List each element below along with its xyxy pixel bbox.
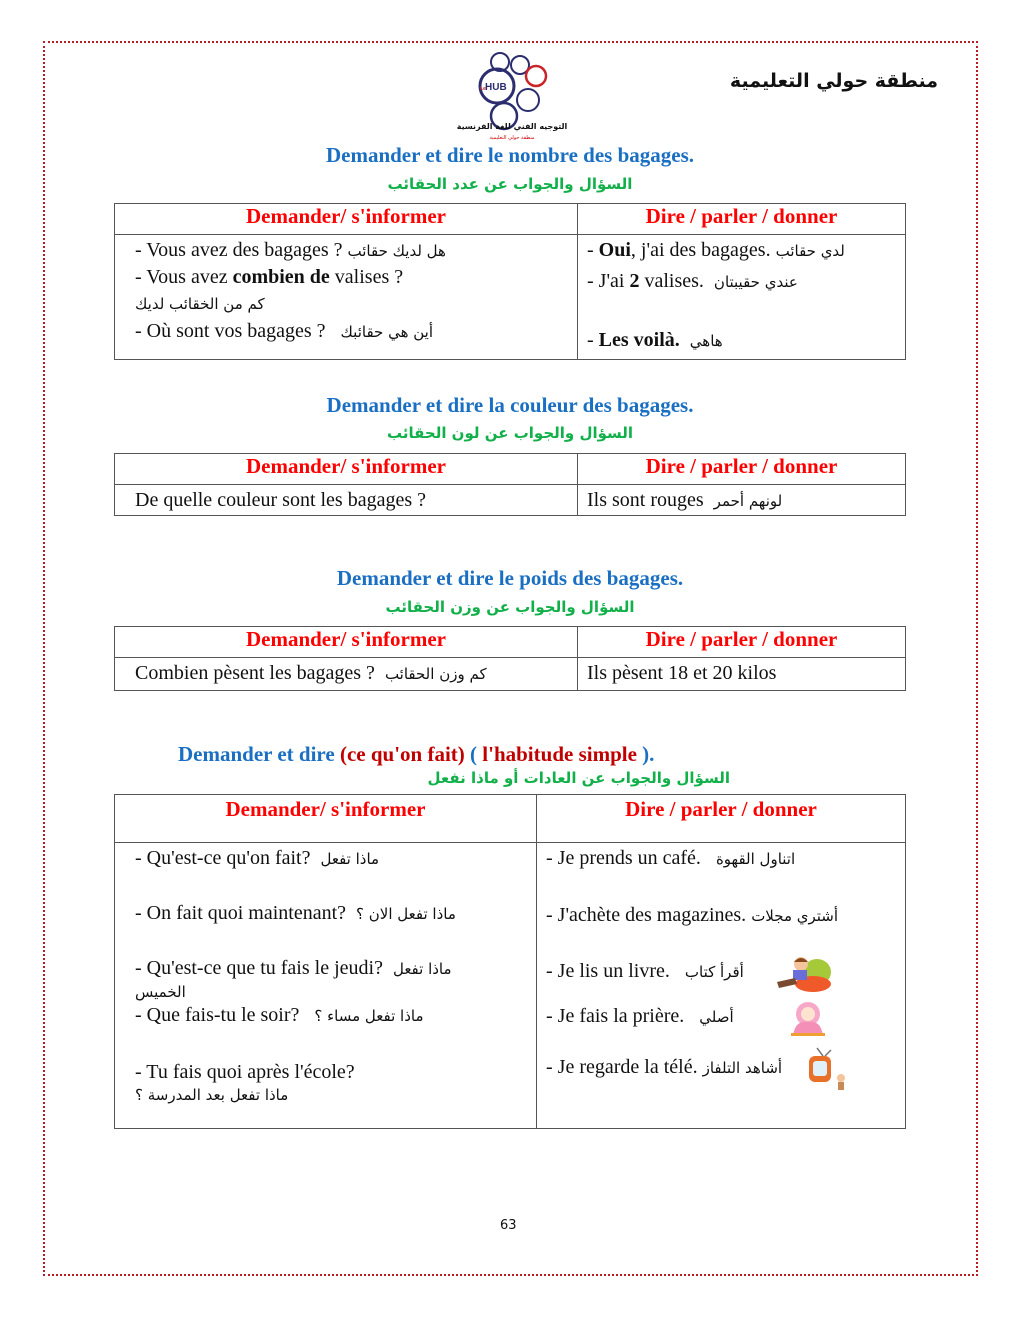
ask-cell: [115, 843, 537, 1129]
section-4-title: Demander et dire (ce qu'on fait) ( l'habitude simple ).: [178, 742, 655, 766]
question-line: - Vous avez combien de valises ?: [135, 266, 404, 288]
reading-child-picture: [771, 952, 833, 992]
television-picture: [805, 1046, 849, 1092]
section-1-table: [114, 203, 906, 360]
praying-girl-picture: [777, 1000, 839, 1036]
answer-line: - J'achète des magazines. أشتري مجلات: [546, 904, 839, 926]
section-1-title: Demander et dire le nombre des bagages.: [325, 143, 695, 167]
question-line: De quelle couleur sont les bagages ?: [135, 489, 427, 511]
section-3-table: [114, 626, 906, 691]
ask-cell: [115, 235, 578, 360]
page-number: 63: [500, 1218, 517, 1233]
question-line: - On fait quoi maintenant? ماذا تفعل الان ؟: [135, 902, 456, 924]
ask-cell: [115, 485, 578, 516]
section-1-subtitle: السؤال والجواب عن عدد الحقائب: [387, 175, 633, 193]
section-2-title: Demander et dire la couleur des bagages.: [326, 393, 694, 417]
logo-subcaption: منطقة حولي التعليمية: [489, 135, 535, 141]
svg-text:Le: Le: [480, 86, 486, 92]
table-header-ask: Demander/ s'informer: [115, 454, 578, 485]
question-line: Combien pèsent les bagages ? كم وزن الحقائب: [135, 662, 487, 684]
answer-line: - Je fais la prière. أصلي: [546, 996, 905, 1037]
table-header-answer: Dire / parler / donner: [578, 204, 906, 235]
section-3-title: Demander et dire le poids des bagages.: [336, 566, 684, 590]
answer-line: - J'ai 2 valises. عندي حقيبتان: [587, 270, 798, 292]
school-name: منطقة حولي التعليمية: [729, 70, 938, 92]
answer-line: Ils sont rouges لونهم أحمر: [587, 489, 783, 511]
answer-line: - Je lis un livre. أقرأ كتاب: [546, 951, 905, 992]
table-header-answer: Dire / parler / donner: [578, 627, 906, 658]
table-header-answer: Dire / parler / donner: [537, 795, 906, 843]
table-header-answer: Dire / parler / donner: [578, 454, 906, 485]
answer-cell: [578, 658, 906, 691]
question-arabic: كم من الخقائب لديك: [135, 295, 265, 313]
ask-cell: [115, 658, 578, 691]
question-arabic: ماذا تفعل بعد المدرسة ؟: [135, 1086, 289, 1104]
question-line: - Qu'est-ce qu'on fait? ماذا تفعل: [135, 847, 380, 869]
section-4-table: [114, 794, 906, 1129]
section-3-subtitle: السؤال والجواب عن وزن الحقائب: [385, 598, 635, 616]
answer-line: - Oui, j'ai des bagages. لدي حقائب: [587, 239, 845, 261]
table-header-ask: Demander/ s'informer: [115, 627, 578, 658]
section-4-subtitle: السؤال والجواب عن العادات أو ماذا نفعل: [427, 769, 730, 787]
question-arabic: الخميس: [135, 983, 186, 1001]
question-line: - Que fais-tu le soir? ماذا تفعل مساء ؟: [135, 1004, 424, 1026]
table-header-ask: Demander/ s'informer: [115, 795, 537, 843]
table-header-ask: Demander/ s'informer: [115, 204, 578, 235]
question-line: - Tu fais quoi après l'école?: [135, 1061, 355, 1083]
section-2-table: [114, 453, 906, 516]
logo-caption: التوجيه الفني للغة الفرنسية: [456, 122, 568, 131]
question-line: - Vous avez des bagages ? هل لديك حقائب: [135, 239, 446, 261]
answer-cell: [537, 843, 906, 1129]
section-2-subtitle: السؤال والجواب عن لون الحقائب: [386, 424, 634, 442]
question-line: - Qu'est-ce que tu fais le jeudi? ماذا تفعل: [135, 957, 452, 979]
answer-line: - Je regarde la télé. أشاهد التلفاز: [546, 1045, 905, 1091]
logo-text: HUB: [485, 82, 507, 93]
answer-line: - Je prends un café. اتناول القهوة: [546, 847, 796, 869]
answer-cell: [578, 235, 906, 360]
answer-cell: [578, 485, 906, 516]
hub-logo: [452, 48, 572, 148]
answer-line: Ils pèsent 18 et 20 kilos: [587, 662, 777, 684]
question-line: - Où sont vos bagages ? أين هي حقائبك: [135, 320, 434, 342]
answer-line: - Les voilà. هاهي: [587, 329, 723, 351]
